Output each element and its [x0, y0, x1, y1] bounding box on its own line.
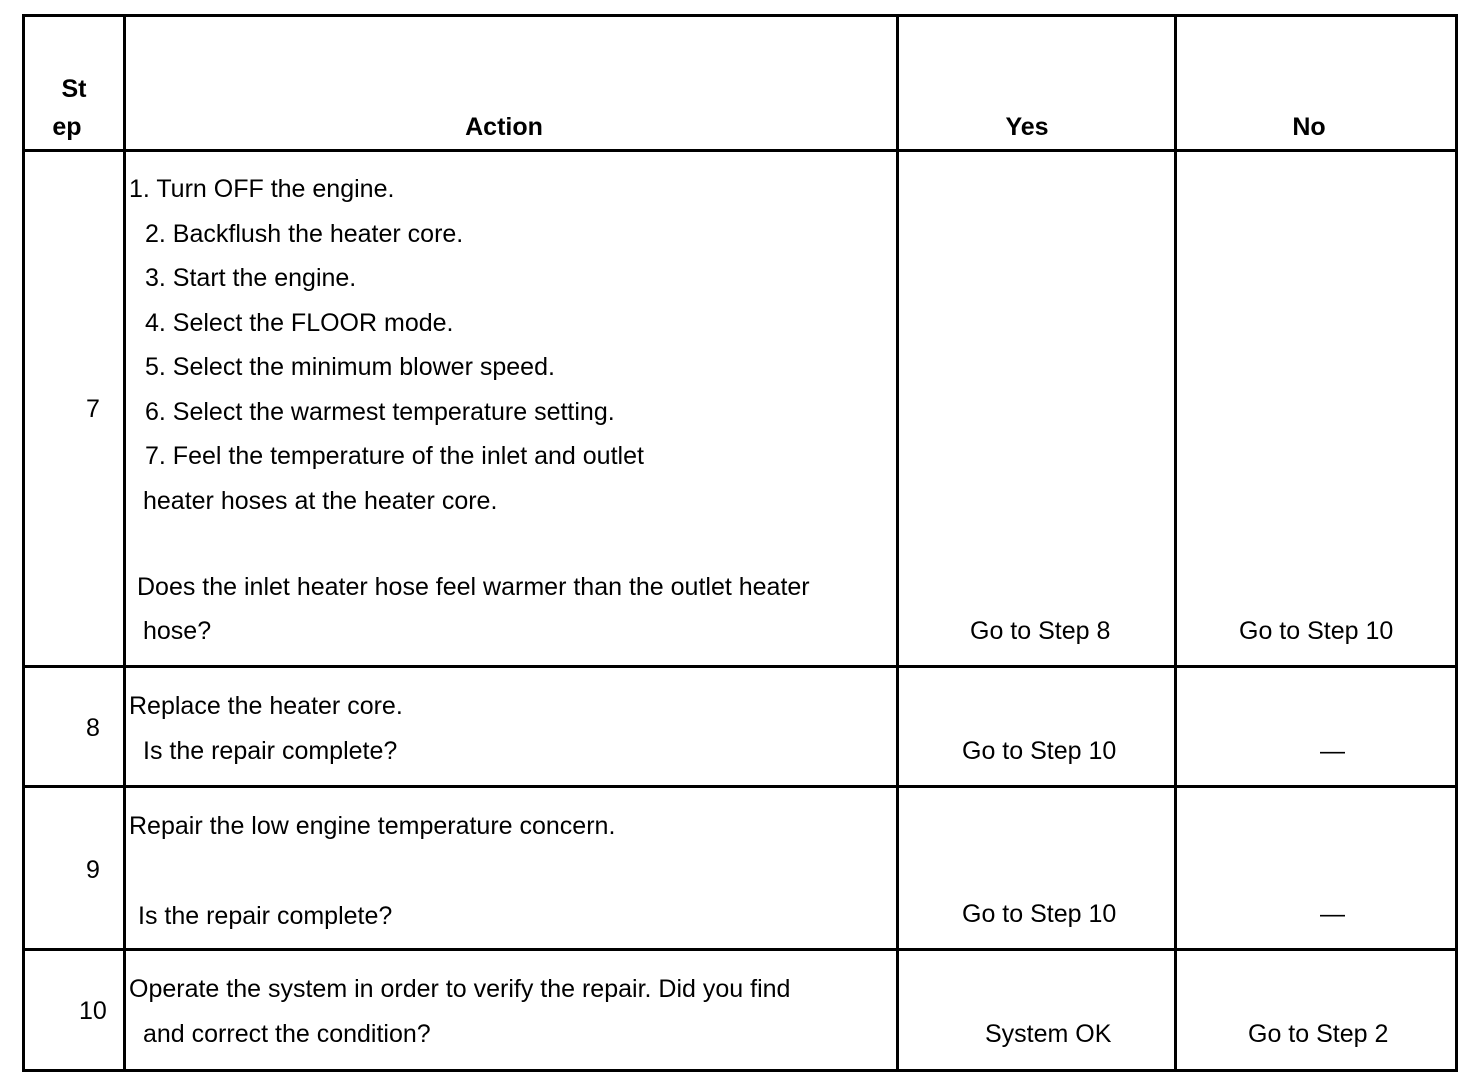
yes-result: System OK	[985, 1020, 1112, 1048]
col-divider-yes-no	[1174, 14, 1177, 1072]
col-divider-step-action	[123, 14, 126, 1072]
question-line: hose?	[143, 617, 212, 645]
question-line: Is the repair complete?	[143, 737, 398, 765]
action-line: 4. Select the FLOOR mode.	[145, 309, 454, 337]
action-line: Repair the low engine temperature concern.	[129, 812, 616, 840]
header-step-line1: St	[61, 75, 87, 103]
col-divider-action-yes	[896, 14, 899, 1072]
header-action: Action	[465, 113, 543, 141]
header-divider	[22, 149, 1458, 152]
step-number: 10	[79, 997, 107, 1025]
header-no: No	[1292, 113, 1326, 141]
action-line: 6. Select the warmest temperature setting.	[145, 398, 615, 426]
step-number: 8	[86, 714, 100, 742]
row-divider-9-10	[22, 948, 1458, 951]
header-step-line2: ep	[52, 113, 82, 141]
question-line: Is the repair complete?	[138, 902, 393, 930]
border-left	[22, 14, 25, 1072]
yes-result: Go to Step 8	[970, 617, 1111, 645]
step-number: 9	[86, 856, 100, 884]
border-bottom	[22, 1069, 1458, 1072]
row-divider-8-9	[22, 785, 1458, 788]
step-number: 7	[86, 395, 100, 423]
no-result: —	[1320, 900, 1345, 928]
yes-result: Go to Step 10	[962, 737, 1117, 765]
row-divider-7-8	[22, 665, 1458, 668]
question-line: and correct the condition?	[143, 1020, 431, 1048]
question-line: Does the inlet heater hose feel warmer than the outlet heater	[137, 573, 810, 601]
border-top	[22, 14, 1458, 17]
action-line: 2. Backflush the heater core.	[145, 220, 464, 248]
border-right	[1455, 14, 1458, 1072]
no-result: Go to Step 10	[1239, 617, 1394, 645]
action-line: 3. Start the engine.	[145, 264, 357, 292]
action-line: heater hoses at the heater core.	[143, 487, 498, 515]
no-result: Go to Step 2	[1248, 1020, 1389, 1048]
action-line: Operate the system in order to verify the repair. Did you find	[129, 975, 791, 1003]
header-yes: Yes	[1005, 113, 1049, 141]
action-line: 5. Select the minimum blower speed.	[145, 353, 555, 381]
action-line: Replace the heater core.	[129, 692, 403, 720]
action-line: 1. Turn OFF the engine.	[129, 175, 395, 203]
no-result: —	[1320, 737, 1345, 765]
action-line: 7. Feel the temperature of the inlet and outlet	[145, 442, 644, 470]
yes-result: Go to Step 10	[962, 900, 1117, 928]
